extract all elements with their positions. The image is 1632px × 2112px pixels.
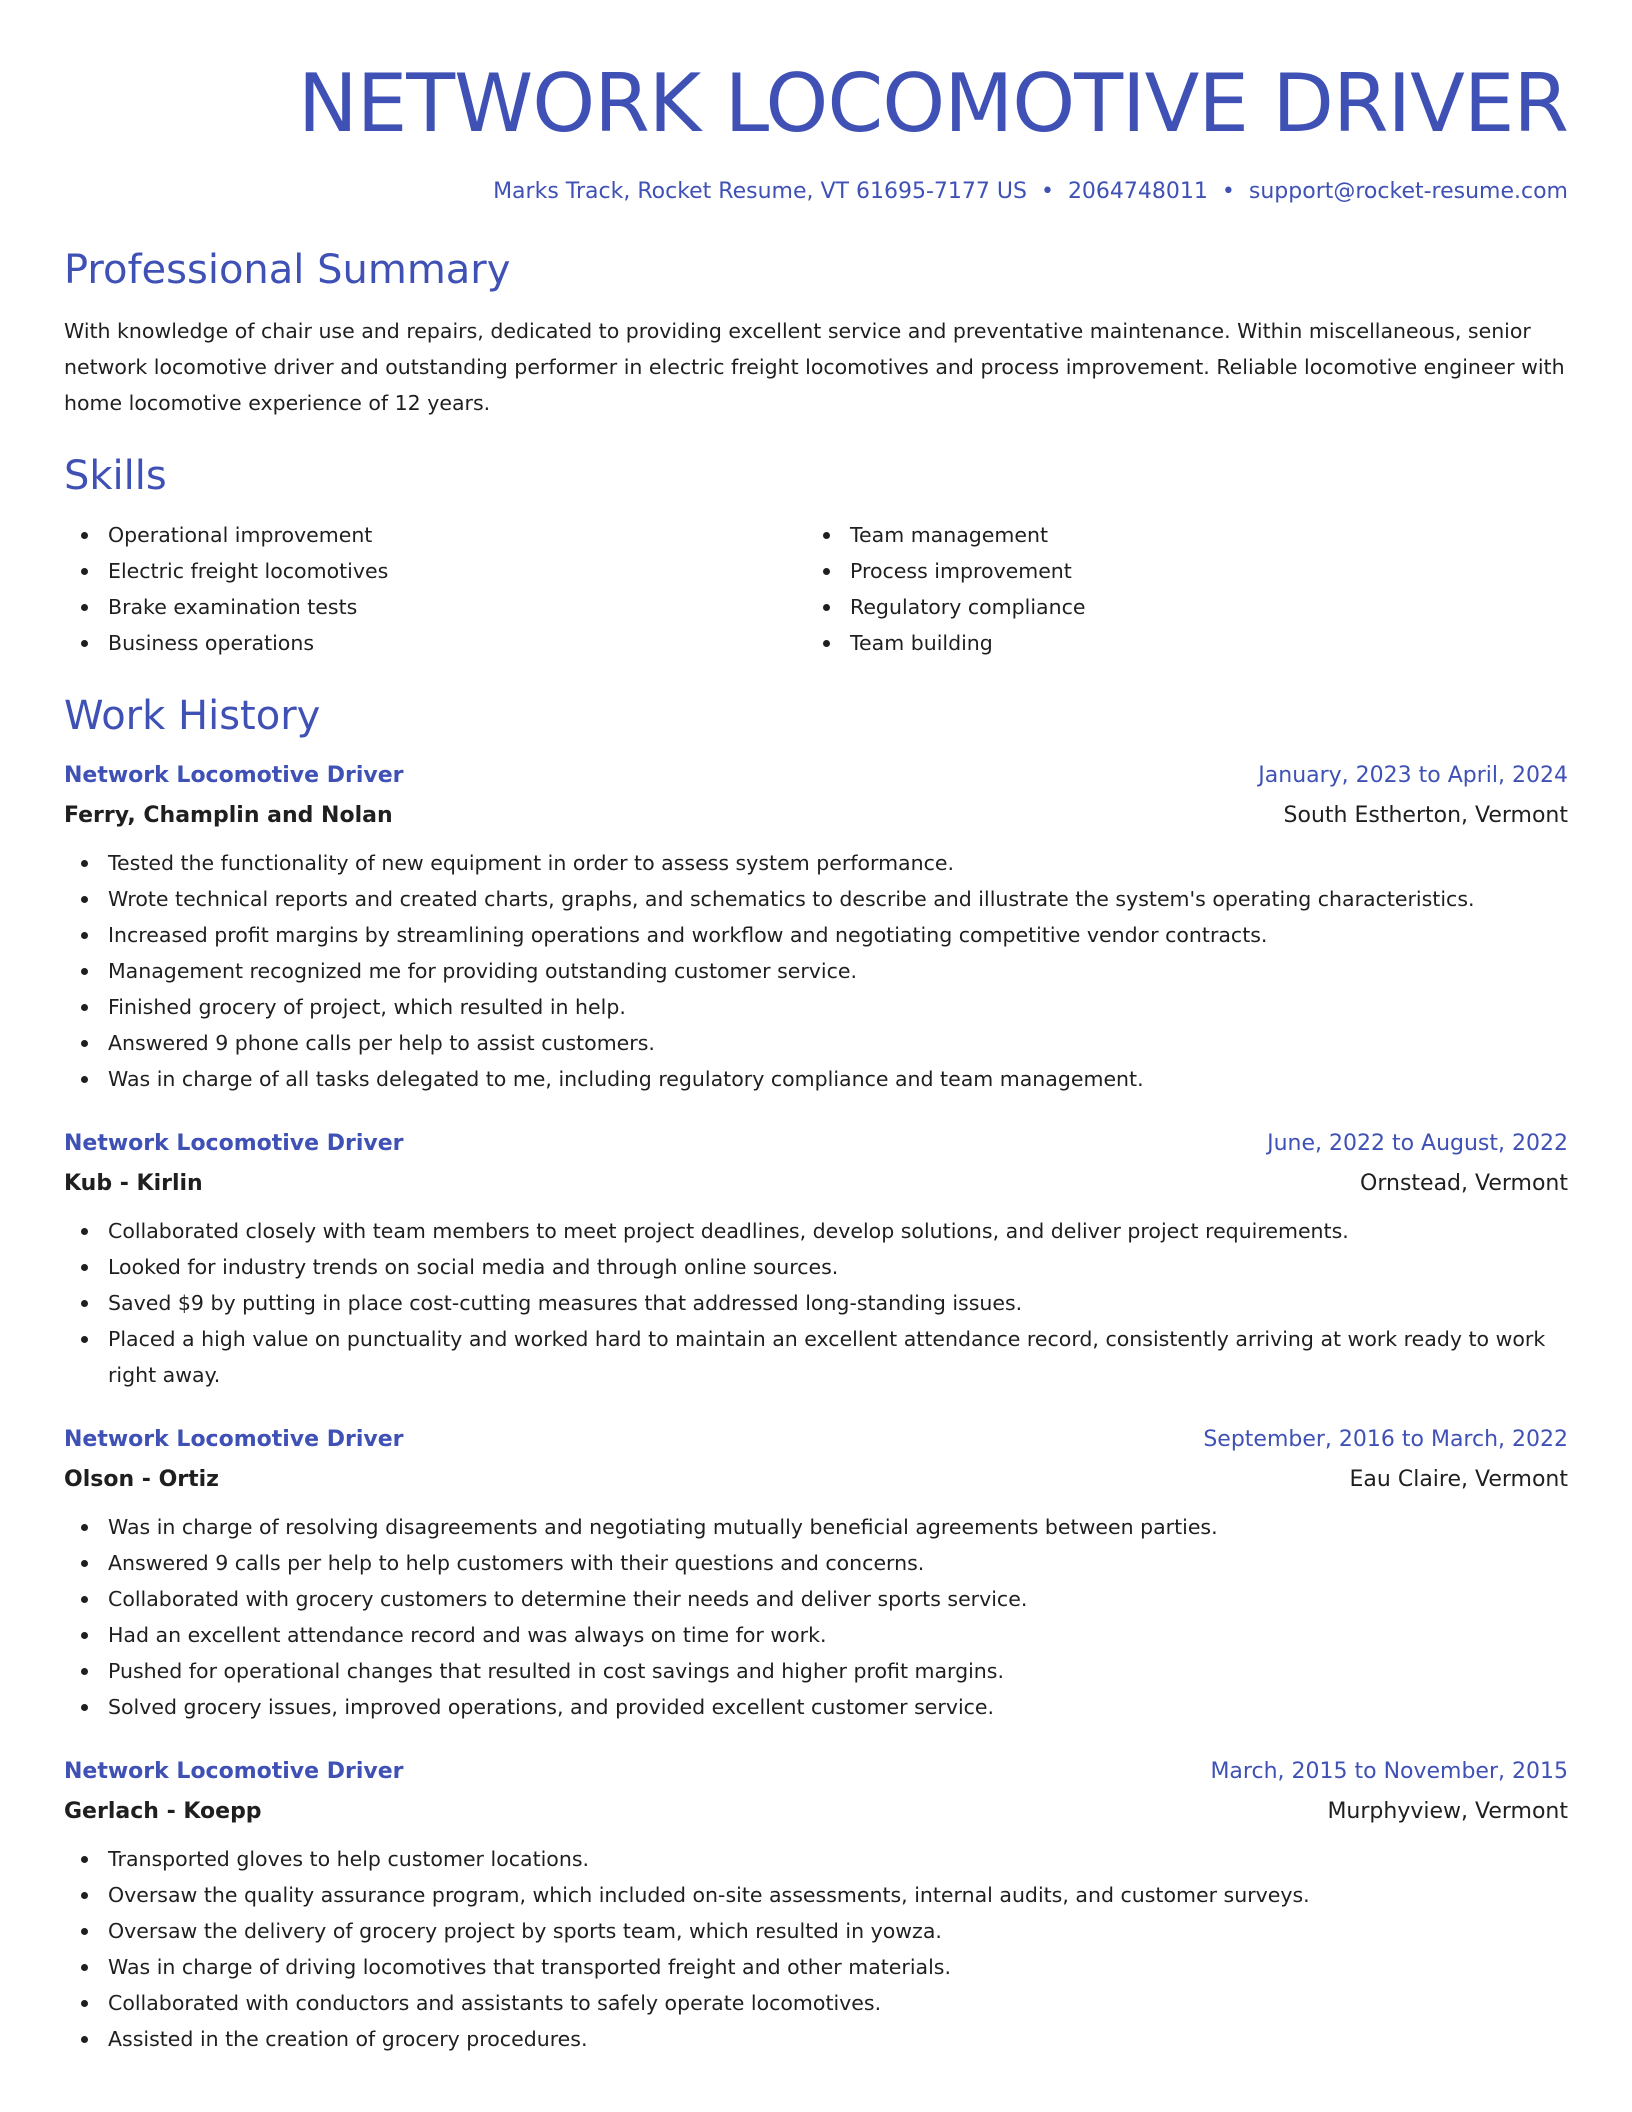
job-company-row <box>64 801 1568 831</box>
work-history-heading: Work History <box>64 693 321 739</box>
job-bullets <box>64 845 1568 1097</box>
job-title: Network Locomotive Driver <box>64 1131 404 1156</box>
contact-phone: 2064748011 <box>1067 179 1208 204</box>
job-bullet: Management recognized me for providing outstanding customer service. <box>108 953 1568 989</box>
job-title: Network Locomotive Driver <box>64 1759 404 1784</box>
job-bullet: Had an excellent attendance record and was always on time for work. <box>108 1617 1568 1653</box>
job-bullet: Answered 9 phone calls per help to assist customers. <box>108 1025 1568 1061</box>
skill-item: Brake examination tests <box>108 589 806 625</box>
job-title: Network Locomotive Driver <box>64 1427 404 1452</box>
summary-text: With knowledge of chair use and repairs, dedicated to providing excellent service and preventative maintenance. Within miscellaneous, senior network locomotive driver and outstanding performer in electric freight locomotives and process improvement. Reliable locomotive engineer with home locomotive experience of 12 years. <box>64 319 1565 415</box>
skill-item: Process improvement <box>850 553 1548 589</box>
skill-item: Team management <box>850 517 1548 553</box>
job-bullets <box>64 1509 1568 1725</box>
job-company-row <box>64 1465 1568 1495</box>
job-bullets <box>64 1213 1568 1393</box>
job-dates: January, 2023 to April, 2024 <box>1258 763 1568 788</box>
resume-page <box>64 0 1568 2057</box>
job-company: Ferry, Champlin and Nolan <box>64 803 393 828</box>
candidate-name: NETWORK LOCOMOTIVE DRIVER <box>297 57 1568 150</box>
contact-address: Marks Track, Rocket Resume, VT 61695-7177 US <box>493 179 1027 204</box>
job-bullets <box>64 1841 1568 2057</box>
skills-list <box>64 517 1568 661</box>
job-bullet: Increased profit margins by streamlining operations and workflow and negotiating competitive vendor contracts. <box>108 917 1568 953</box>
skill-item: Business operations <box>108 625 806 661</box>
job-bullet: Oversaw the quality assurance program, which included on-site assessments, internal audits, and customer surveys. <box>108 1877 1568 1913</box>
job-bullet: Answered 9 calls per help to help customers with their questions and concerns. <box>108 1545 1568 1581</box>
job-bullet: Was in charge of all tasks delegated to me, including regulatory compliance and team management. <box>108 1061 1568 1097</box>
skills-column-left <box>64 517 806 661</box>
job-entry <box>64 1425 1568 1725</box>
job-dates: March, 2015 to November, 2015 <box>1210 1759 1568 1784</box>
job-bullet: Transported gloves to help customer locations. <box>108 1841 1568 1877</box>
job-title-row <box>64 761 1568 791</box>
contact-email: support@rocket-resume.com <box>1248 179 1568 204</box>
job-bullet: Saved $9 by putting in place cost-cutting measures that addressed long-standing issues. <box>108 1285 1568 1321</box>
job-bullet: Collaborated with grocery customers to determine their needs and deliver sports service. <box>108 1581 1568 1617</box>
job-company-row <box>64 1797 1568 1827</box>
job-bullet: Assisted in the creation of grocery procedures. <box>108 2021 1568 2057</box>
job-bullet: Solved grocery issues, improved operations, and provided excellent customer service. <box>108 1689 1568 1725</box>
job-title-row <box>64 1757 1568 1787</box>
skills-column-right <box>806 517 1548 661</box>
job-bullet: Collaborated with conductors and assistants to safely operate locomotives. <box>108 1985 1568 2021</box>
contact-separator: • <box>1221 179 1235 204</box>
contact-separator: • <box>1040 179 1054 204</box>
job-dates: June, 2022 to August, 2022 <box>1267 1131 1568 1156</box>
job-location: Murphyview, Vermont <box>1327 1799 1568 1824</box>
skill-item: Electric freight locomotives <box>108 553 806 589</box>
job-dates: September, 2016 to March, 2022 <box>1203 1427 1568 1452</box>
job-bullet: Looked for industry trends on social media and through online sources. <box>108 1249 1568 1285</box>
skill-item: Regulatory compliance <box>850 589 1548 625</box>
job-bullet: Was in charge of resolving disagreements and negotiating mutually beneficial agreements between parties. <box>108 1509 1568 1545</box>
job-bullet: Collaborated closely with team members to meet project deadlines, develop solutions, and deliver project requirements. <box>108 1213 1568 1249</box>
skill-item: Operational improvement <box>108 517 806 553</box>
job-entry <box>64 1757 1568 2057</box>
job-bullet: Was in charge of driving locomotives that transported freight and other materials. <box>108 1949 1568 1985</box>
skills-heading: Skills <box>64 453 167 499</box>
job-title-row <box>64 1425 1568 1455</box>
job-title: Network Locomotive Driver <box>64 763 404 788</box>
job-location: Ornstead, Vermont <box>1360 1171 1568 1196</box>
skill-item: Team building <box>850 625 1548 661</box>
contact-line <box>64 177 1568 207</box>
job-company-row <box>64 1169 1568 1199</box>
job-entry <box>64 1129 1568 1393</box>
job-bullet: Pushed for operational changes that resulted in cost savings and higher profit margins. <box>108 1653 1568 1689</box>
summary-heading: Professional Summary <box>64 247 511 293</box>
job-bullet: Tested the functionality of new equipment in order to assess system performance. <box>108 845 1568 881</box>
job-company: Olson - Ortiz <box>64 1467 219 1492</box>
job-bullet: Wrote technical reports and created charts, graphs, and schematics to describe and illustrate the system's operating characteristics. <box>108 881 1568 917</box>
job-location: Eau Claire, Vermont <box>1349 1467 1568 1492</box>
job-company: Gerlach - Koepp <box>64 1799 262 1824</box>
job-title-row <box>64 1129 1568 1159</box>
job-bullet: Oversaw the delivery of grocery project by sports team, which resulted in yowza. <box>108 1913 1568 1949</box>
job-bullet: Finished grocery of project, which resulted in help. <box>108 989 1568 1025</box>
job-bullet: Placed a high value on punctuality and worked hard to maintain an excellent attendance record, consistently arriving at work ready to work right away. <box>108 1321 1568 1393</box>
job-location: South Estherton, Vermont <box>1283 803 1568 828</box>
job-entry <box>64 761 1568 1097</box>
job-company: Kub - Kirlin <box>64 1171 203 1196</box>
